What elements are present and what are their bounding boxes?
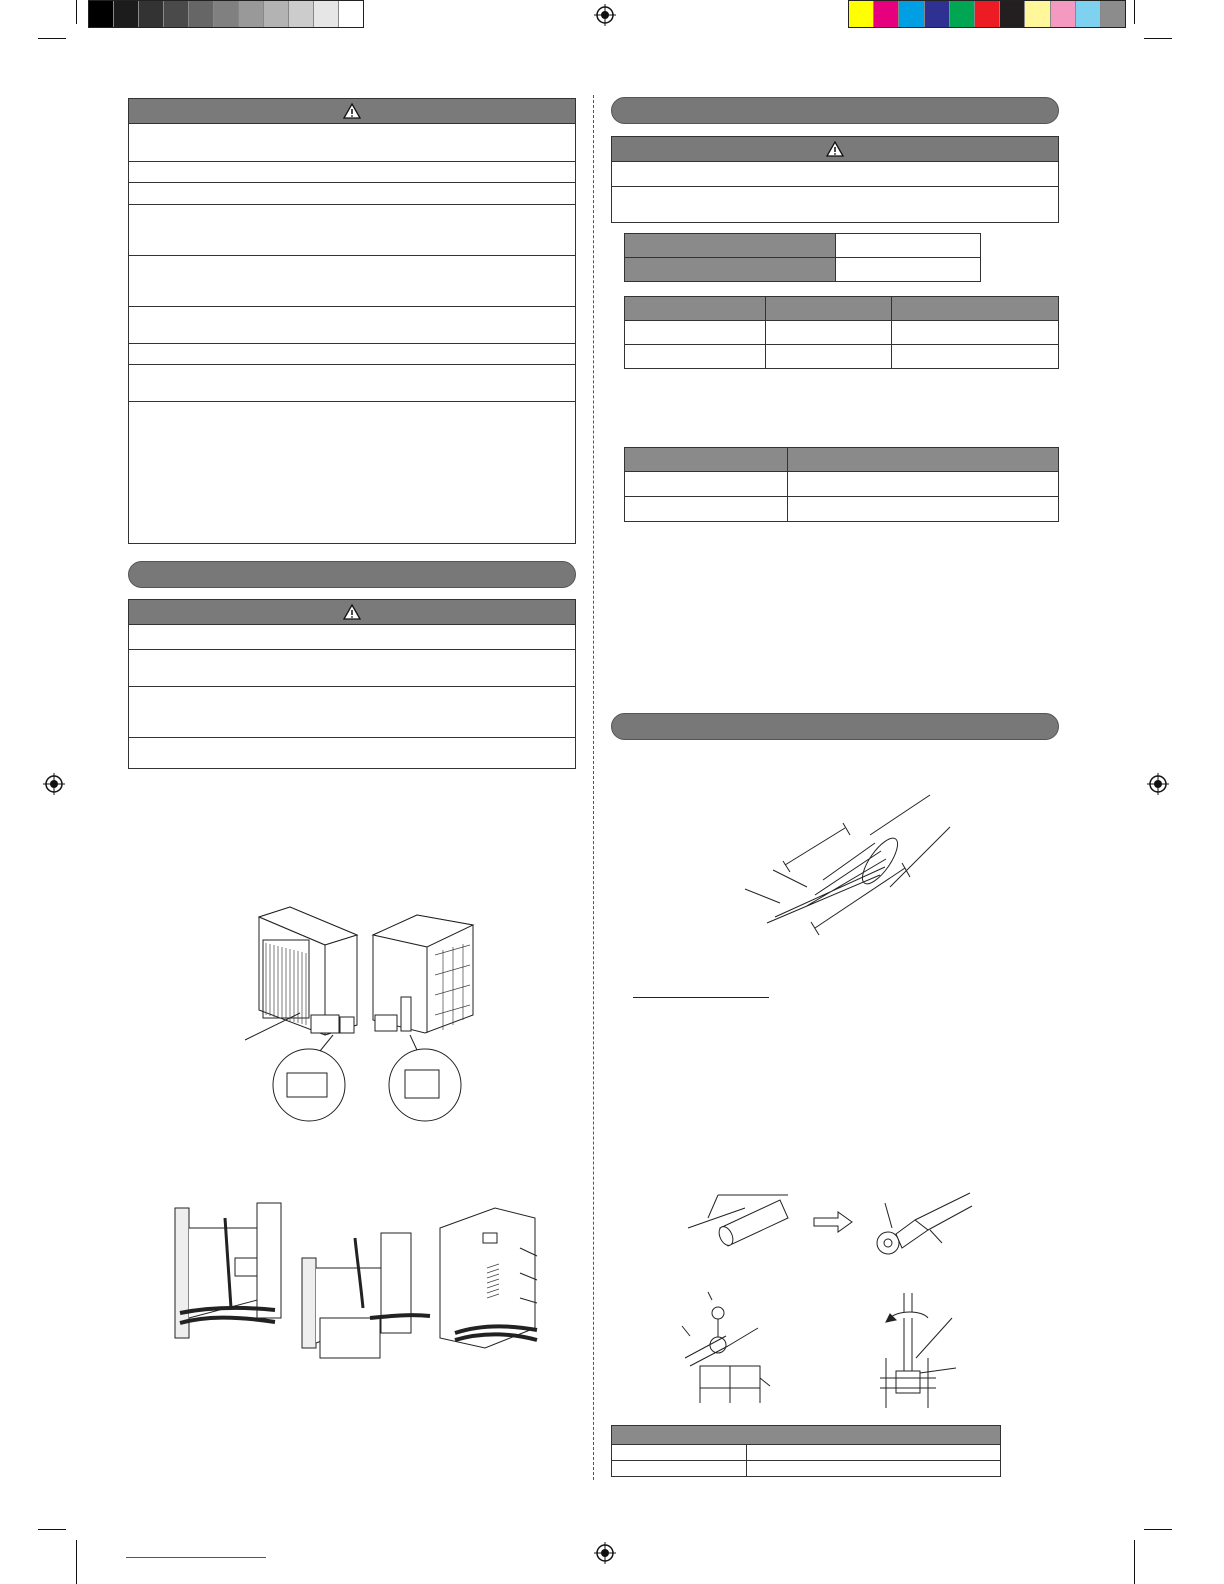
footer-underline xyxy=(126,1557,266,1558)
warning-row xyxy=(129,365,575,402)
table-row xyxy=(625,258,981,282)
section-heading-bar xyxy=(611,713,1059,740)
warning-row xyxy=(129,124,575,162)
crop-mark xyxy=(1144,38,1172,39)
warning-box xyxy=(128,599,576,769)
color-bar xyxy=(848,0,1126,28)
crop-mark xyxy=(1134,0,1135,24)
spec-table-3 xyxy=(624,447,1059,522)
warning-row xyxy=(129,162,575,183)
warning-row xyxy=(129,256,575,307)
crop-mark xyxy=(38,38,66,39)
warning-row xyxy=(129,205,575,256)
section-heading-bar xyxy=(128,561,576,588)
grayscale-bar xyxy=(88,0,364,28)
table-row xyxy=(625,497,1059,522)
warning-row xyxy=(612,187,1058,223)
underline-rule xyxy=(633,997,769,998)
warning-row xyxy=(129,307,575,344)
crop-mark xyxy=(1144,1529,1172,1530)
warning-row xyxy=(129,625,575,650)
table-row xyxy=(625,472,1059,497)
registration-mark-icon xyxy=(1147,773,1169,795)
warning-triangle-icon xyxy=(343,103,361,119)
section-heading-bar xyxy=(611,97,1059,124)
warning-row xyxy=(129,738,575,768)
warning-box xyxy=(611,136,1059,223)
spec-table-1 xyxy=(624,233,981,282)
cable-strip-illustration xyxy=(745,795,955,935)
warning-row xyxy=(129,183,575,205)
warning-row xyxy=(129,344,575,365)
crop-mark xyxy=(76,0,77,24)
registration-mark-icon xyxy=(43,773,65,795)
column-divider xyxy=(593,95,594,1480)
warning-header xyxy=(612,137,1058,162)
warning-row xyxy=(612,162,1058,187)
table-row xyxy=(612,1426,1001,1445)
table-row xyxy=(625,448,1059,472)
crop-mark xyxy=(38,1529,66,1530)
crop-mark xyxy=(1134,1540,1135,1584)
pipe-connection-illustration xyxy=(165,1198,540,1363)
registration-mark-icon xyxy=(594,1542,616,1564)
ring-terminal-illustration xyxy=(680,1188,975,1413)
warning-box xyxy=(128,98,576,544)
warning-header xyxy=(129,99,575,124)
warning-row xyxy=(129,687,575,738)
warning-row xyxy=(129,650,575,687)
spec-table-4 xyxy=(611,1425,1001,1477)
table-row xyxy=(612,1445,1001,1461)
warning-triangle-icon xyxy=(343,604,361,620)
outdoor-units-illustration xyxy=(245,905,480,1120)
table-row xyxy=(625,321,1059,345)
table-row xyxy=(625,345,1059,369)
warning-row xyxy=(129,402,575,542)
registration-mark-icon xyxy=(594,4,616,26)
warning-triangle-icon xyxy=(826,141,844,157)
crop-mark xyxy=(76,1540,77,1584)
table-row xyxy=(625,234,981,258)
table-row xyxy=(625,297,1059,321)
spec-table-2 xyxy=(624,296,1059,369)
table-row xyxy=(612,1461,1001,1477)
warning-header xyxy=(129,600,575,625)
